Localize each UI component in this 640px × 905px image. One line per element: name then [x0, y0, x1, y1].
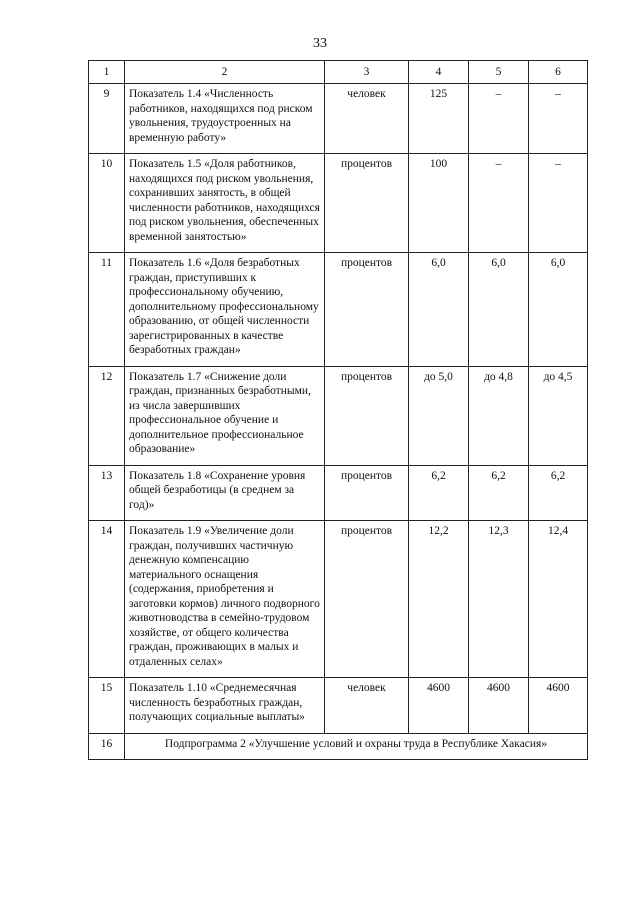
value-col-6: до 4,5 [529, 366, 588, 465]
value-col-6: – [529, 84, 588, 154]
row-number: 14 [89, 521, 125, 678]
header-col-6: 6 [529, 61, 588, 84]
table-header-row [89, 61, 588, 84]
page-number: 33 [313, 36, 327, 51]
row-number: 11 [89, 253, 125, 367]
value-col-5: 4600 [469, 678, 529, 734]
header-col-2: 2 [125, 61, 325, 84]
value-col-5: – [469, 84, 529, 154]
value-col-6: 12,4 [529, 521, 588, 678]
value-col-5: 6,2 [469, 465, 529, 521]
unit-cell: процентов [325, 465, 409, 521]
table-row [89, 678, 588, 734]
table-row [89, 366, 588, 465]
value-col-4: 100 [409, 154, 469, 253]
value-col-4: до 5,0 [409, 366, 469, 465]
subprogram-row [89, 733, 588, 760]
header-col-5: 5 [469, 61, 529, 84]
table-row [89, 465, 588, 521]
value-col-6: 6,2 [529, 465, 588, 521]
row-number: 13 [89, 465, 125, 521]
header-col-4: 4 [409, 61, 469, 84]
value-col-5: – [469, 154, 529, 253]
value-col-6: – [529, 154, 588, 253]
row-number: 15 [89, 678, 125, 734]
unit-cell: человек [325, 84, 409, 154]
value-col-6: 4600 [529, 678, 588, 734]
table-row [89, 84, 588, 154]
unit-cell: процентов [325, 253, 409, 367]
unit-cell: процентов [325, 521, 409, 678]
table-row [89, 253, 588, 367]
table-row [89, 521, 588, 678]
unit-cell: процентов [325, 154, 409, 253]
row-number: 16 [89, 733, 125, 760]
value-col-4: 125 [409, 84, 469, 154]
header-col-3: 3 [325, 61, 409, 84]
indicator-name: Показатель 1.9 «Увеличение доли граждан, получивших частичную денежную компенсацию материального оснащения (содержания, приобретения и заготовки кормов) личного подворного животноводства в семейно-трудовом хозяйстве, от общего количества граждан, проживающих в малых и отдаленных селах» [125, 521, 325, 678]
indicator-name: Показатель 1.4 «Численность работников, находящихся под риском увольнения, трудоустроенных на временную работу» [125, 84, 325, 154]
indicator-name: Показатель 1.6 «Доля безработных граждан, приступивших к профессиональному обучению, дополнительному профессиональному образованию, от общей численности зарегистрированных в качестве безработных граждан» [125, 253, 325, 367]
value-col-4: 4600 [409, 678, 469, 734]
subprogram-title: Подпрограмма 2 «Улучшение условий и охраны труда в Республике Хакасия» [125, 733, 588, 760]
indicator-name: Показатель 1.7 «Снижение доли граждан, признанных безработными, из числа завершивших профессиональное обучение и дополнительное профессиональное образование» [125, 366, 325, 465]
value-col-4: 6,2 [409, 465, 469, 521]
value-col-4: 6,0 [409, 253, 469, 367]
row-number: 10 [89, 154, 125, 253]
indicator-name: Показатель 1.5 «Доля работников, находящихся под риском увольнения, сохранивших занятость, в общей численности работников, находящихся под риском увольнения, обеспеченных временной занятостью» [125, 154, 325, 253]
header-col-1: 1 [89, 61, 125, 84]
value-col-5: 6,0 [469, 253, 529, 367]
unit-cell: человек [325, 678, 409, 734]
indicators-table [88, 60, 588, 760]
row-number: 9 [89, 84, 125, 154]
value-col-6: 6,0 [529, 253, 588, 367]
indicator-name: Показатель 1.8 «Сохранение уровня общей безработицы (в среднем за год)» [125, 465, 325, 521]
value-col-4: 12,2 [409, 521, 469, 678]
value-col-5: до 4,8 [469, 366, 529, 465]
value-col-5: 12,3 [469, 521, 529, 678]
indicator-name: Показатель 1.10 «Среднемесячная численность безработных граждан, получающих социальные выплаты» [125, 678, 325, 734]
unit-cell: процентов [325, 366, 409, 465]
row-number: 12 [89, 366, 125, 465]
table-row [89, 154, 588, 253]
